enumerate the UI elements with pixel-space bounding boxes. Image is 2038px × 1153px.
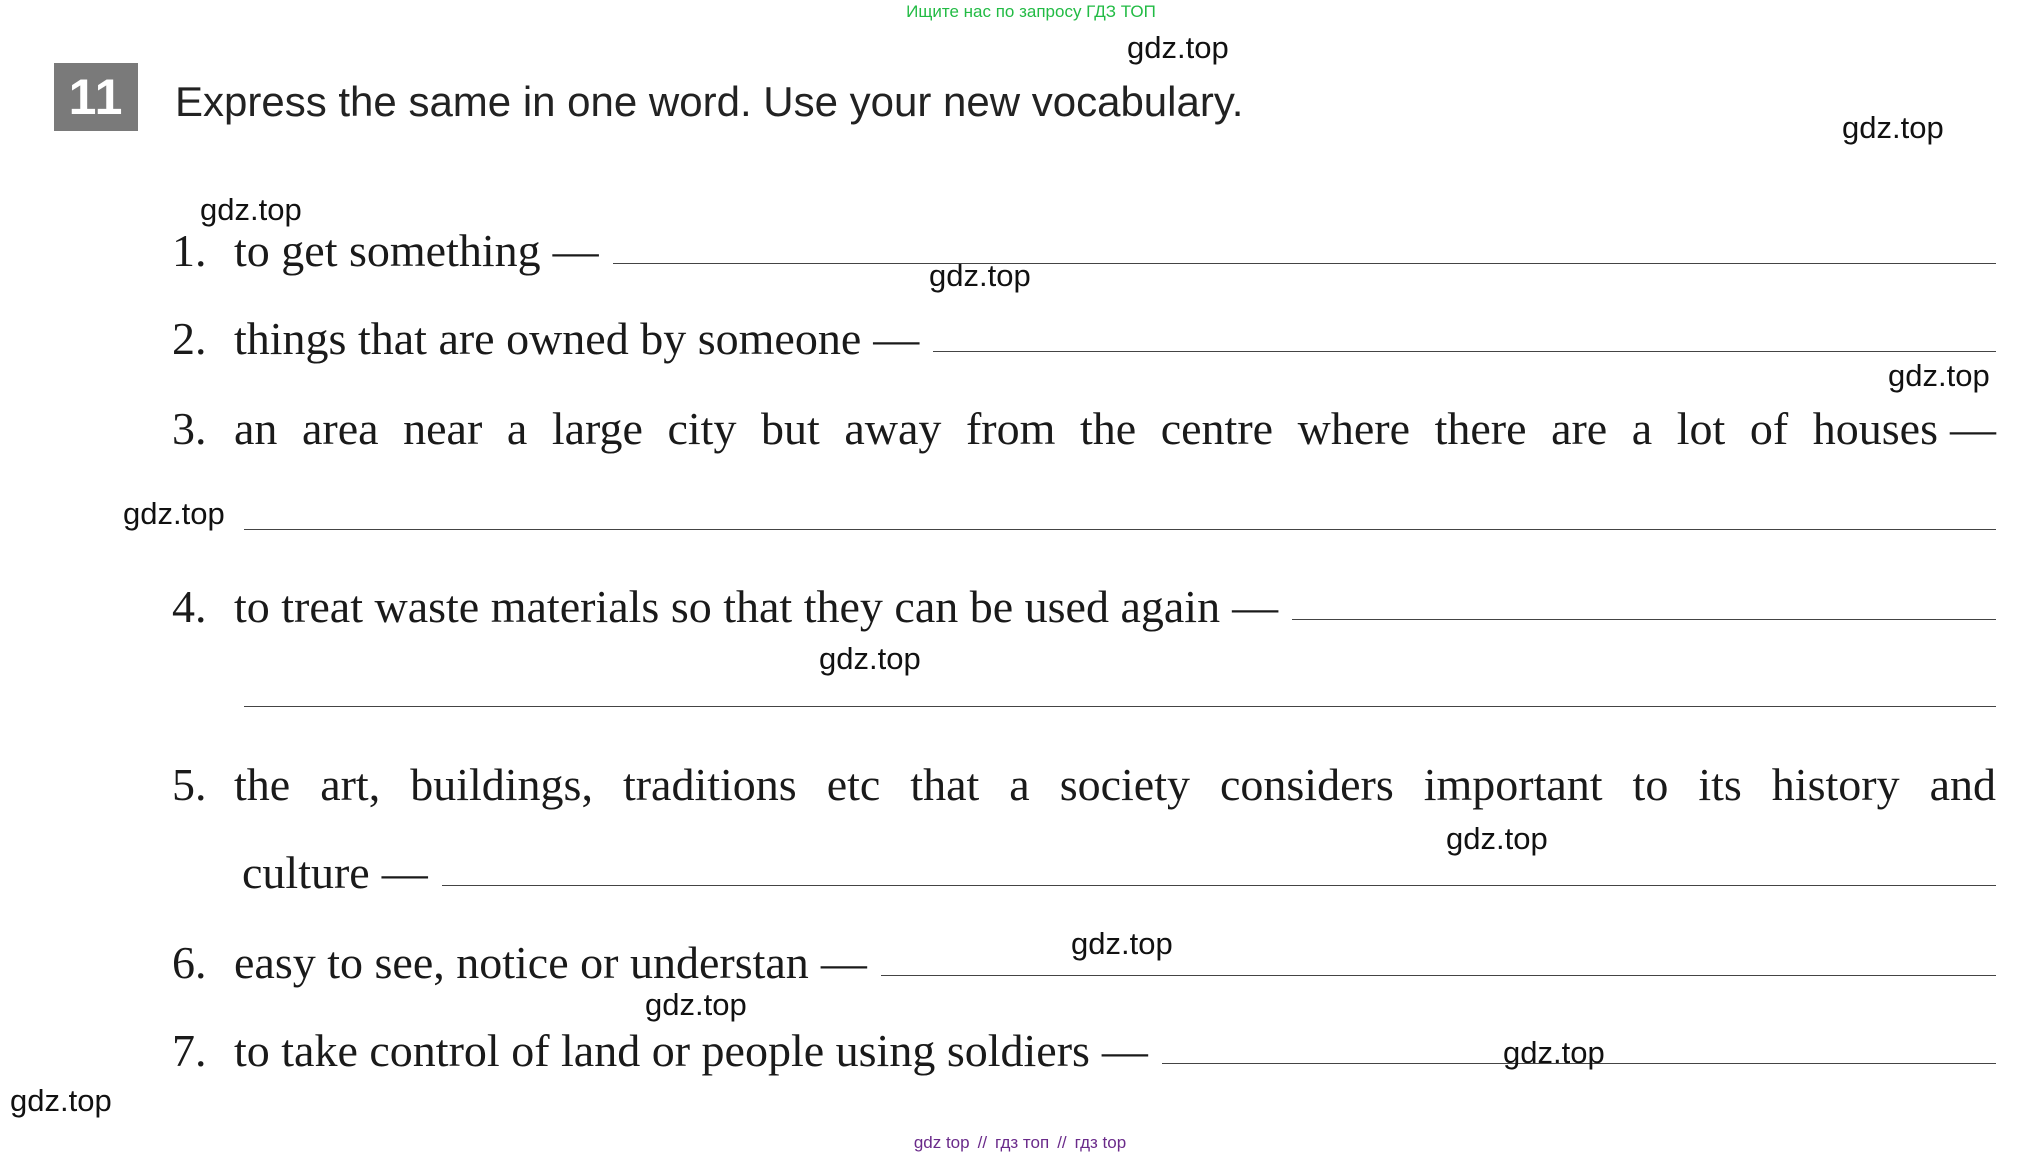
bottom-banner — [0, 1133, 2038, 1153]
exercise-title: Express the same in one word. Use your new vocabulary. — [175, 78, 1244, 125]
item-dash: — — [820, 937, 867, 988]
watermark: gdz.top — [1127, 30, 1229, 65]
exercise-number-badge: 11 — [54, 63, 138, 131]
item-text: easy to see, notice or understan — [234, 937, 809, 988]
exercise-item-5-continuation — [242, 847, 1996, 898]
bottom-banner-item: гдз top — [1074, 1133, 1127, 1152]
answer-line-3[interactable] — [244, 529, 1996, 530]
item-dash: — — [873, 313, 920, 364]
watermark: gdz.top — [1888, 358, 1990, 393]
item-text: to get something — [234, 225, 541, 276]
item-text: the art, buildings, traditions etc that a society considers important to its history and — [234, 759, 1996, 810]
item-text: to treat waste materials so that they can be used again — [234, 581, 1221, 632]
item-text: an area near a large city but away from the centre where there are a lot of houses — [234, 403, 1938, 454]
watermark: gdz.top — [1071, 926, 1173, 961]
item-number: 6. — [172, 937, 207, 988]
answer-line-5[interactable] — [442, 885, 1996, 886]
exercise-item-4 — [172, 581, 1996, 632]
bottom-banner-item: гдз топ — [995, 1133, 1050, 1152]
answer-line-1[interactable] — [613, 263, 1996, 264]
watermark: gdz.top — [200, 192, 302, 227]
exercise-item-3 — [172, 403, 1996, 454]
watermark: gdz.top — [10, 1083, 112, 1118]
item-text-continuation: culture — [242, 847, 370, 898]
item-dash: — — [1232, 581, 1279, 632]
item-text: things that are owned by someone — [234, 313, 862, 364]
exercise-item-2 — [172, 313, 1996, 364]
answer-line-4b[interactable] — [244, 706, 1996, 707]
watermark: gdz.top — [929, 258, 1031, 293]
bottom-banner-separator: // — [977, 1133, 988, 1152]
item-number: 5. — [172, 759, 207, 810]
item-text: to take control of land or people using soldiers — [234, 1025, 1090, 1076]
answer-line-2[interactable] — [933, 351, 1996, 352]
bottom-banner-item: gdz top — [913, 1133, 970, 1152]
watermark: gdz.top — [1842, 110, 1944, 145]
item-number: 4. — [172, 581, 207, 632]
watermark: gdz.top — [1503, 1035, 1605, 1070]
top-banner: Ищите нас по запросу ГДЗ ТОП — [906, 2, 1156, 21]
item-dash: — — [1950, 403, 1996, 454]
item-number: 3. — [172, 403, 207, 454]
watermark: gdz.top — [123, 496, 225, 531]
item-dash: — — [381, 847, 428, 898]
watermark: gdz.top — [819, 641, 921, 676]
watermark: gdz.top — [1446, 821, 1548, 856]
bottom-banner-separator: // — [1057, 1133, 1067, 1152]
answer-line-6[interactable] — [881, 975, 1996, 976]
item-dash: — — [1101, 1025, 1148, 1076]
exercise-item-7 — [172, 1025, 1996, 1076]
item-number: 1. — [172, 225, 207, 276]
item-number: 2. — [172, 313, 207, 364]
item-number: 7. — [172, 1025, 207, 1076]
watermark: gdz.top — [645, 987, 747, 1022]
answer-line-4a[interactable] — [1292, 619, 1996, 620]
item-dash: — — [552, 225, 599, 276]
exercise-item-5 — [172, 759, 1996, 810]
